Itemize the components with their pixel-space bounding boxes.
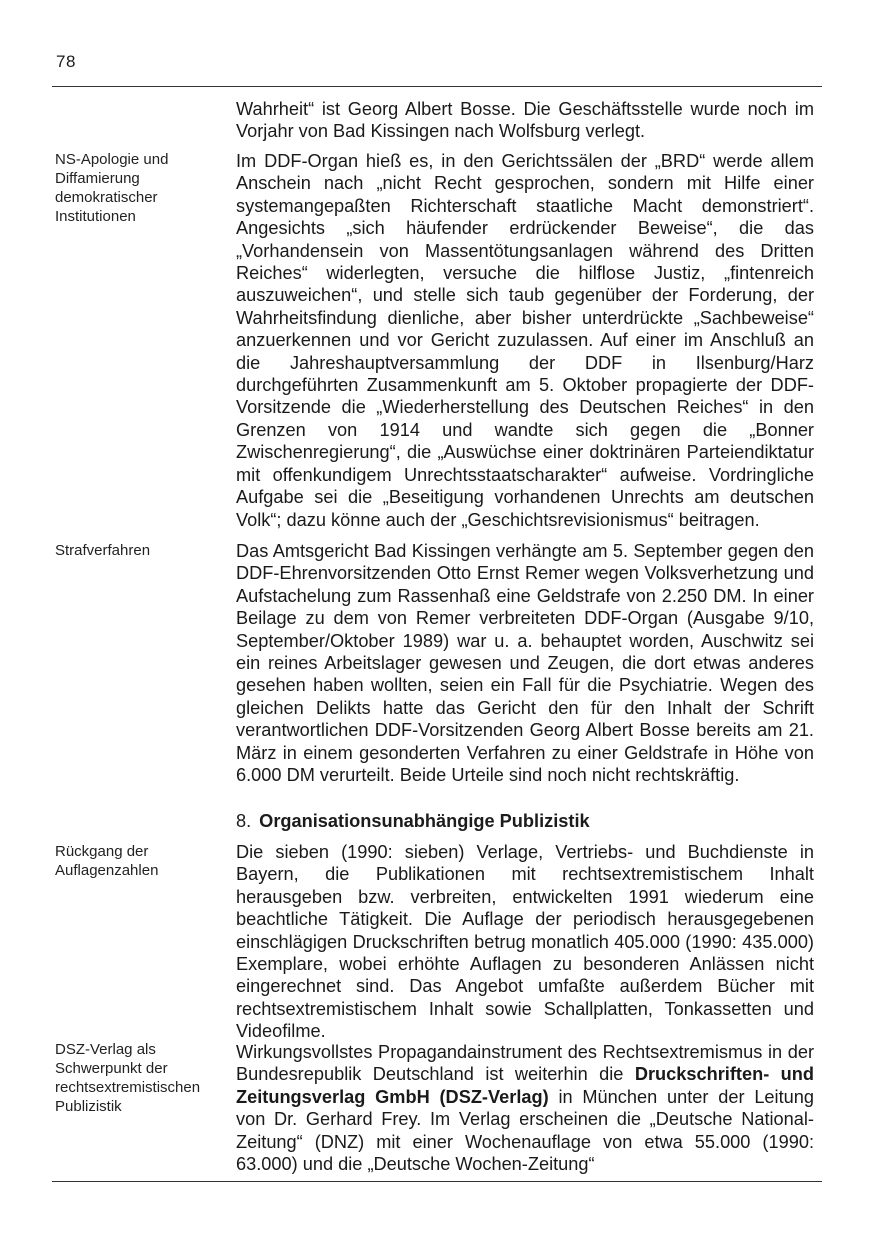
dsz-verlag-name: Druckschriften- und Zeitungsverlag GmbH (DSZ-Verlag) [236, 1064, 814, 1107]
section-heading [236, 810, 814, 832]
paragraph-2: Im DDF-Organ hieß es, in den Gerichtssälen der „BRD“ werde allem Anschein nach „nicht Recht gesprochen, sondern mit Hilfe einer systemangepaßten Richterschaft staatliche Macht demonstriert“. Angesichts „sich häufender erdrückender Beweise“, die das „Vorhandensein von Massentötungsanlagen während des Dritten Reiches“ widerlegten, versuche die hilflose Justiz, „fintenreich auszuweichen“, und stelle sich taub gegenüber der Forderung, der Wahrheitsfindung dienliche, aber bisher unterdrückte „Sachbeweise“ anzuerkennen und vor Gericht zuzulassen. Auf einer im Anschluß an die Jahreshauptversammlung der DDF in Ilsenburg/Harz durchgeführten Zusammenkunft am 5. Oktober propagierte der DDF-Vorsitzende die „Wiederherstellung des Deutschen Reiches“ in den Grenzen von 1914 und wandte sich gegen die „Bonner Zwischenregierung“, die „Auswüchse einer doktrinären Parteiendiktatur mit offenkundigem Unrechtsstaatscharakter“ aufweise. Vordringliche Aufgabe sei die „Beseitigung vorhandenen Unrechts am deutschen Volk“; dazu könne auch der „Geschichtsrevisionismus“ beitragen. [236, 151, 814, 530]
paragraph-1: Wahrheit“ ist Georg Albert Bosse. Die Geschäftsstelle wurde noch im Vorjahr von Bad Kissingen nach Wolfsburg verlegt. [236, 99, 814, 142]
header-rule [52, 86, 822, 87]
paragraph-3: Das Amtsgericht Bad Kissingen verhängte am 5. September gegen den DDF-Ehrenvorsitzenden Otto Ernst Remer wegen Volksverhetzung und Aufstachelung zum Rassenhaß eine Geldstrafe von 2.250 DM. In einer Beilage zu dem von Remer verbreiteten DDF-Organ (Ausgabe 9/10, September/Oktober 1989) war u. a. behauptet worden, Auschwitz sei ein reines Arbeitslager gewesen und Zeugen, die dort etwas anderes gesehen haben wollten, seien ein Fall für die Psychiatrie. Wegen des gleichen Delikts hatte das Gericht den für den Inhalt der Schrift verantwortlichen DDF-Vorsitzenden Georg Albert Bosse bereits am 21. März in einem gesonderten Verfahren zu einer Geldstrafe in Höhe von 6.000 DM verurteilt. Beide Urteile sind noch nicht rechtskräftig. [236, 541, 814, 786]
margin-note-auflagen: Rückgang der Auflagenzahlen [55, 843, 159, 879]
section-number: 8. [236, 811, 252, 831]
paragraph-6-end: in München unter der Leitung von Dr. Gerhard Frey. Im Verlag erscheinen die „Deutsche National-Zeitung“ (DNZ) mit einer Wochenauflage von etwa 55.000 (1990: 63.000) und die „Deutsche Wochen-Zeitung“ [236, 1086, 814, 1175]
paragraph-5: Die sieben (1990: sieben) Verlage, Vertriebs- und Buchdienste in Bayern, die Publikationen mit rechtsextremistischem Inhalt herausgeben bzw. verbreiten, entwickelten 1991 wiederum eine beachtliche Tätigkeit. Die Auflage der periodisch herausgegebenen einschlägigen Druckschriften betrug monatlich 405.000 (1990: 435.000) Exemplare, wobei erhöhte Auflagen zu besonderen Anlässen nicht eingerechnet sind. Das Angebot umfaßte außerdem Bücher mit rechtsextremistischem Inhalt sowie Schallplatten, Tonkassetten und Videofilme. [236, 842, 814, 1042]
paragraph-6 [236, 1041, 814, 1175]
page-number: 78 [56, 52, 76, 71]
margin-note-dsz-verlag: DSZ-Verlag als Schwerpunkt der rechtsextremistischen Publizistik [55, 1041, 201, 1115]
section-title: Organisationsunabhängige Publizistik [259, 811, 590, 831]
footer-rule [52, 1181, 822, 1182]
paragraph-6-start: Wirkungsvollstes Propagandainstrument des Rechtsextremismus in der Bundesrepublik Deutschland ist weiterhin die [236, 1042, 814, 1085]
margin-note-strafverfahren: Strafverfahren [55, 542, 151, 559]
margin-note-ns-apologie: NS-Apologie und Diffamierung demokratischer Institutionen [55, 151, 169, 225]
